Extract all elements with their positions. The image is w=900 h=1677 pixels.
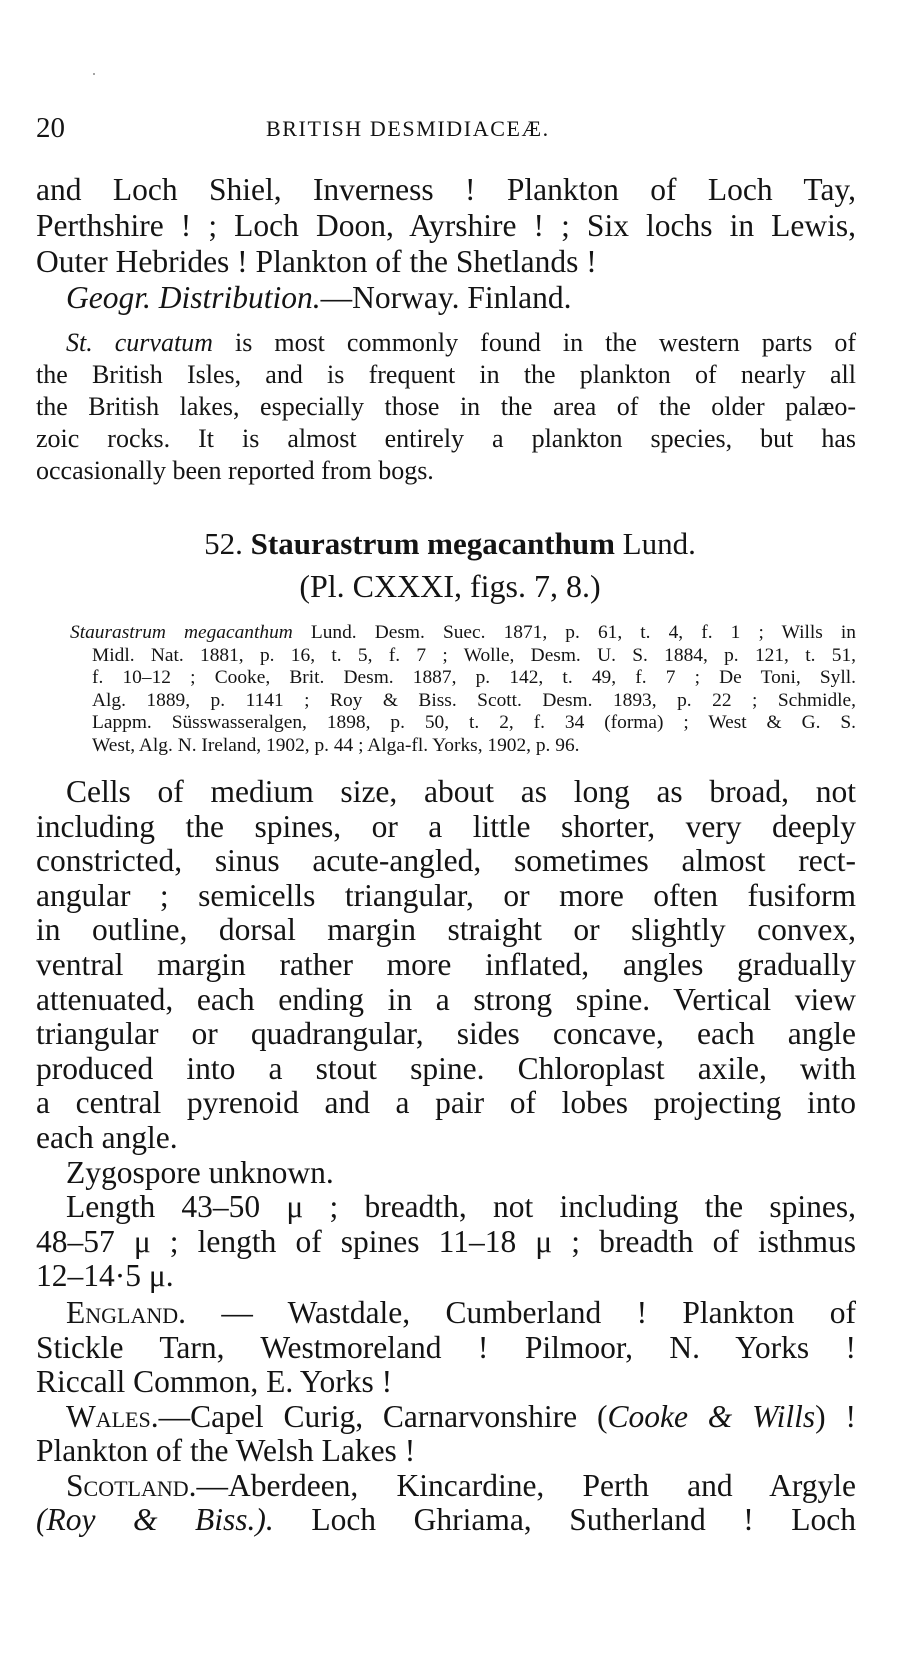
distribution-line [36, 1469, 856, 1504]
synonymy-line: Midl. Nat. 1881, p. 16, t. 5, f. 7 ; Wolle, Desm. U. S. 1884, p. 121, t. 51, [92, 644, 856, 666]
intro-paragraph [36, 172, 856, 316]
measurement-line: Length 43–50 μ ; breadth, not including the spines, [66, 1189, 856, 1225]
intro-line: Perthshire ! ; Loch Doon, Ayrshire ! ; Six lochs in Lewis, [36, 208, 856, 243]
distribution-line [36, 1400, 856, 1435]
species-author: Lund. [622, 526, 696, 561]
england-text: — Wastdale, Cumberland ! Plankton of [186, 1295, 856, 1330]
intro-line: and Loch Shiel, Inverness ! Plankton of Loch Tay, [36, 172, 856, 207]
description-line: including the spines, or a little shorter, very deeply [36, 808, 856, 844]
zygospore-note: Zygospore unknown. [66, 1154, 334, 1190]
description-line: produced into a stout spine. Chloroplast axile, with [36, 1050, 856, 1086]
note-line: occasionally been reported from bogs. [36, 456, 434, 485]
distribution-block [36, 1296, 856, 1538]
geographic-distribution [36, 280, 856, 316]
description-line: triangular or quadrangular, sides concave, each angle [36, 1016, 856, 1052]
wales-text: —Capel Curig, Carnarvonshire ( [158, 1398, 608, 1434]
synonymy-line: f. 10–12 ; Cooke, Brit. Desm. 1887, p. 142, t. 49, f. 7 ; De Toni, Syll. [92, 667, 856, 688]
species-name: Staurastrum megacanthum [250, 526, 615, 561]
description-line: angular ; semicells triangular, or more often fusiform [36, 877, 856, 913]
note-line: zoic rocks. It is almost entirely a plankton species, but has [36, 424, 856, 453]
running-title: BRITISH DESMIDIACEÆ. [266, 116, 550, 141]
note-paragraph [36, 327, 856, 487]
scotland-text: —Aberdeen, Kincardine, Perth and Argyle [196, 1467, 856, 1503]
description-line: constricted, sinus acute-angled, sometimes almost rect- [36, 843, 856, 879]
note-line [36, 327, 856, 359]
geogr-label: Geogr. Distribution. [66, 280, 321, 315]
synonymy-text: Lund. Desm. Suec. 1871, p. 61, t. 4, f. 1 ; Wills in [292, 622, 856, 643]
description-line: ventral margin rather more inflated, angles gradually [36, 946, 856, 982]
print-speck [93, 73, 95, 75]
description-line: each angle. [36, 1119, 178, 1155]
distribution-line [36, 1503, 856, 1538]
distribution-line: Stickle Tarn, Westmoreland ! Pilmoor, N. Yorks ! [36, 1329, 856, 1365]
description-line: in outline, dorsal margin straight or slightly convex, [36, 912, 856, 948]
scotland-rest: Loch Ghriama, Sutherland ! Loch [273, 1502, 856, 1537]
intro-line: Outer Hebrides ! Plankton of the Shetlands ! [36, 244, 597, 279]
running-header [36, 112, 856, 152]
measurement-line: 12–14·5 μ. [36, 1258, 174, 1294]
description-line: attenuated, each ending in a strong spine. Vertical view [36, 981, 856, 1017]
note-line: the British Isles, and is frequent in the plankton of nearly all [36, 360, 856, 389]
description-line: Cells of medium size, about as long as broad, not [66, 774, 856, 809]
note-line: the British lakes, especially those in the area of the older palæo- [36, 392, 856, 421]
description-line: a central pyrenoid and a pair of lobes projecting into [36, 1085, 856, 1121]
measurement-line: 48–57 μ ; length of spines 11–18 μ ; breadth of isthmus [36, 1223, 856, 1259]
distribution-line: Riccall Common, E. Yorks ! [36, 1364, 393, 1399]
scotland-label: Scotland. [66, 1467, 197, 1503]
species-heading [0, 526, 900, 562]
synonymy-line [36, 622, 856, 645]
description-paragraph [36, 775, 856, 1294]
england-label: England. [66, 1295, 186, 1330]
wales-end: ) ! [815, 1398, 856, 1434]
species-number: 52. [204, 526, 243, 561]
synonymy-line: Alg. 1889, p. 1141 ; Roy & Biss. Scott. Desm. 1893, p. 22 ; Schmidle, [92, 689, 856, 711]
synonymy-line: Lappm. Süsswasseralgen, 1898, p. 50, t. 2, f. 34 (forma) ; West & G. S. [92, 712, 856, 733]
synonymy-species: Staurastrum megacanthum [70, 622, 293, 643]
synonymy-block [36, 622, 856, 757]
note-line-text: is most commonly found in the western parts of [212, 328, 856, 357]
wales-label: Wales. [66, 1398, 159, 1434]
distribution-line [36, 1296, 856, 1331]
scotland-citation: (Roy & Biss.). [36, 1502, 274, 1537]
page-number: 20 [36, 112, 65, 144]
note-species: St. curvatum [66, 328, 213, 357]
wales-citation: Cooke & Wills [607, 1398, 816, 1434]
plate-reference: (Pl. CXXXI, figs. 7, 8.) [299, 568, 601, 604]
geogr-text: —Norway. Finland. [320, 280, 572, 315]
synonymy-line: West, Alg. N. Ireland, 1902, p. 44 ; Alga-fl. Yorks, 1902, p. 96. [92, 734, 580, 756]
distribution-line: Plankton of the Welsh Lakes ! [36, 1433, 416, 1468]
